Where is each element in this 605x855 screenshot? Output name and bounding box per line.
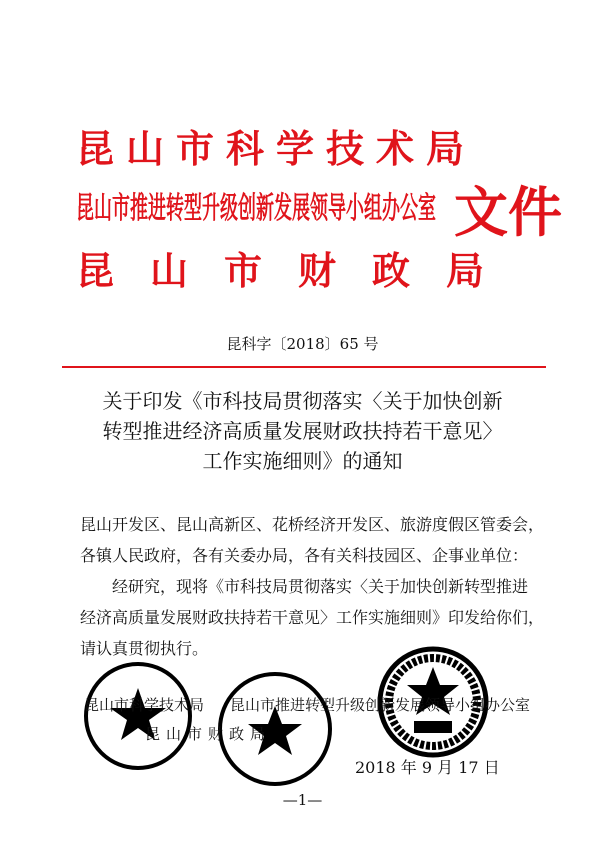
document-number: 昆科字〔2018〕65 号: [226, 335, 379, 353]
issuer-line-3: 昆山市财政局: [76, 248, 521, 293]
red-divider: [62, 366, 546, 368]
body-line: 各镇人民政府，各有关委办局，各有关科技园区、企事业单位：: [80, 546, 529, 565]
title-line: 关于印发《市科技局贯彻落实〈关于加快创新: [102, 389, 503, 413]
signature-leadership-office: 昆山市推进转型升级创新发展领导小组办公室: [230, 696, 531, 714]
title-line: 工作实施细则》的通知: [202, 449, 403, 473]
title-line: 转型推进经济高质量发展财政扶持若干意见〉: [102, 419, 503, 443]
body-line: 经济高质量发展财政扶持若干意见〉工作实施细则》印发给你们，: [80, 608, 545, 627]
stamp-science-bureau: [82, 660, 194, 772]
body-line: 昆山开发区、昆山高新区、花桥经济开发区、旅游度假区管委会，: [80, 515, 545, 534]
issuer-line-1: 昆山市科学技术局: [76, 126, 477, 171]
body-line: 请认真贯彻执行。: [80, 639, 209, 658]
page-number: —1—: [282, 791, 323, 809]
issuer-line-2: 昆山市推进转型升级创新发展领导小组办公室: [76, 191, 436, 226]
signature-science-bureau: 昆山市科学技术局: [84, 696, 205, 714]
body-line: 经研究，现将《市科技局贯彻落实〈关于加快创新转型推进: [80, 577, 529, 596]
issue-date: 2018 年 9 月 17 日: [355, 758, 500, 777]
signature-finance-bureau: 昆山市财政局: [145, 725, 272, 743]
document-suffix: 文件: [454, 180, 562, 244]
